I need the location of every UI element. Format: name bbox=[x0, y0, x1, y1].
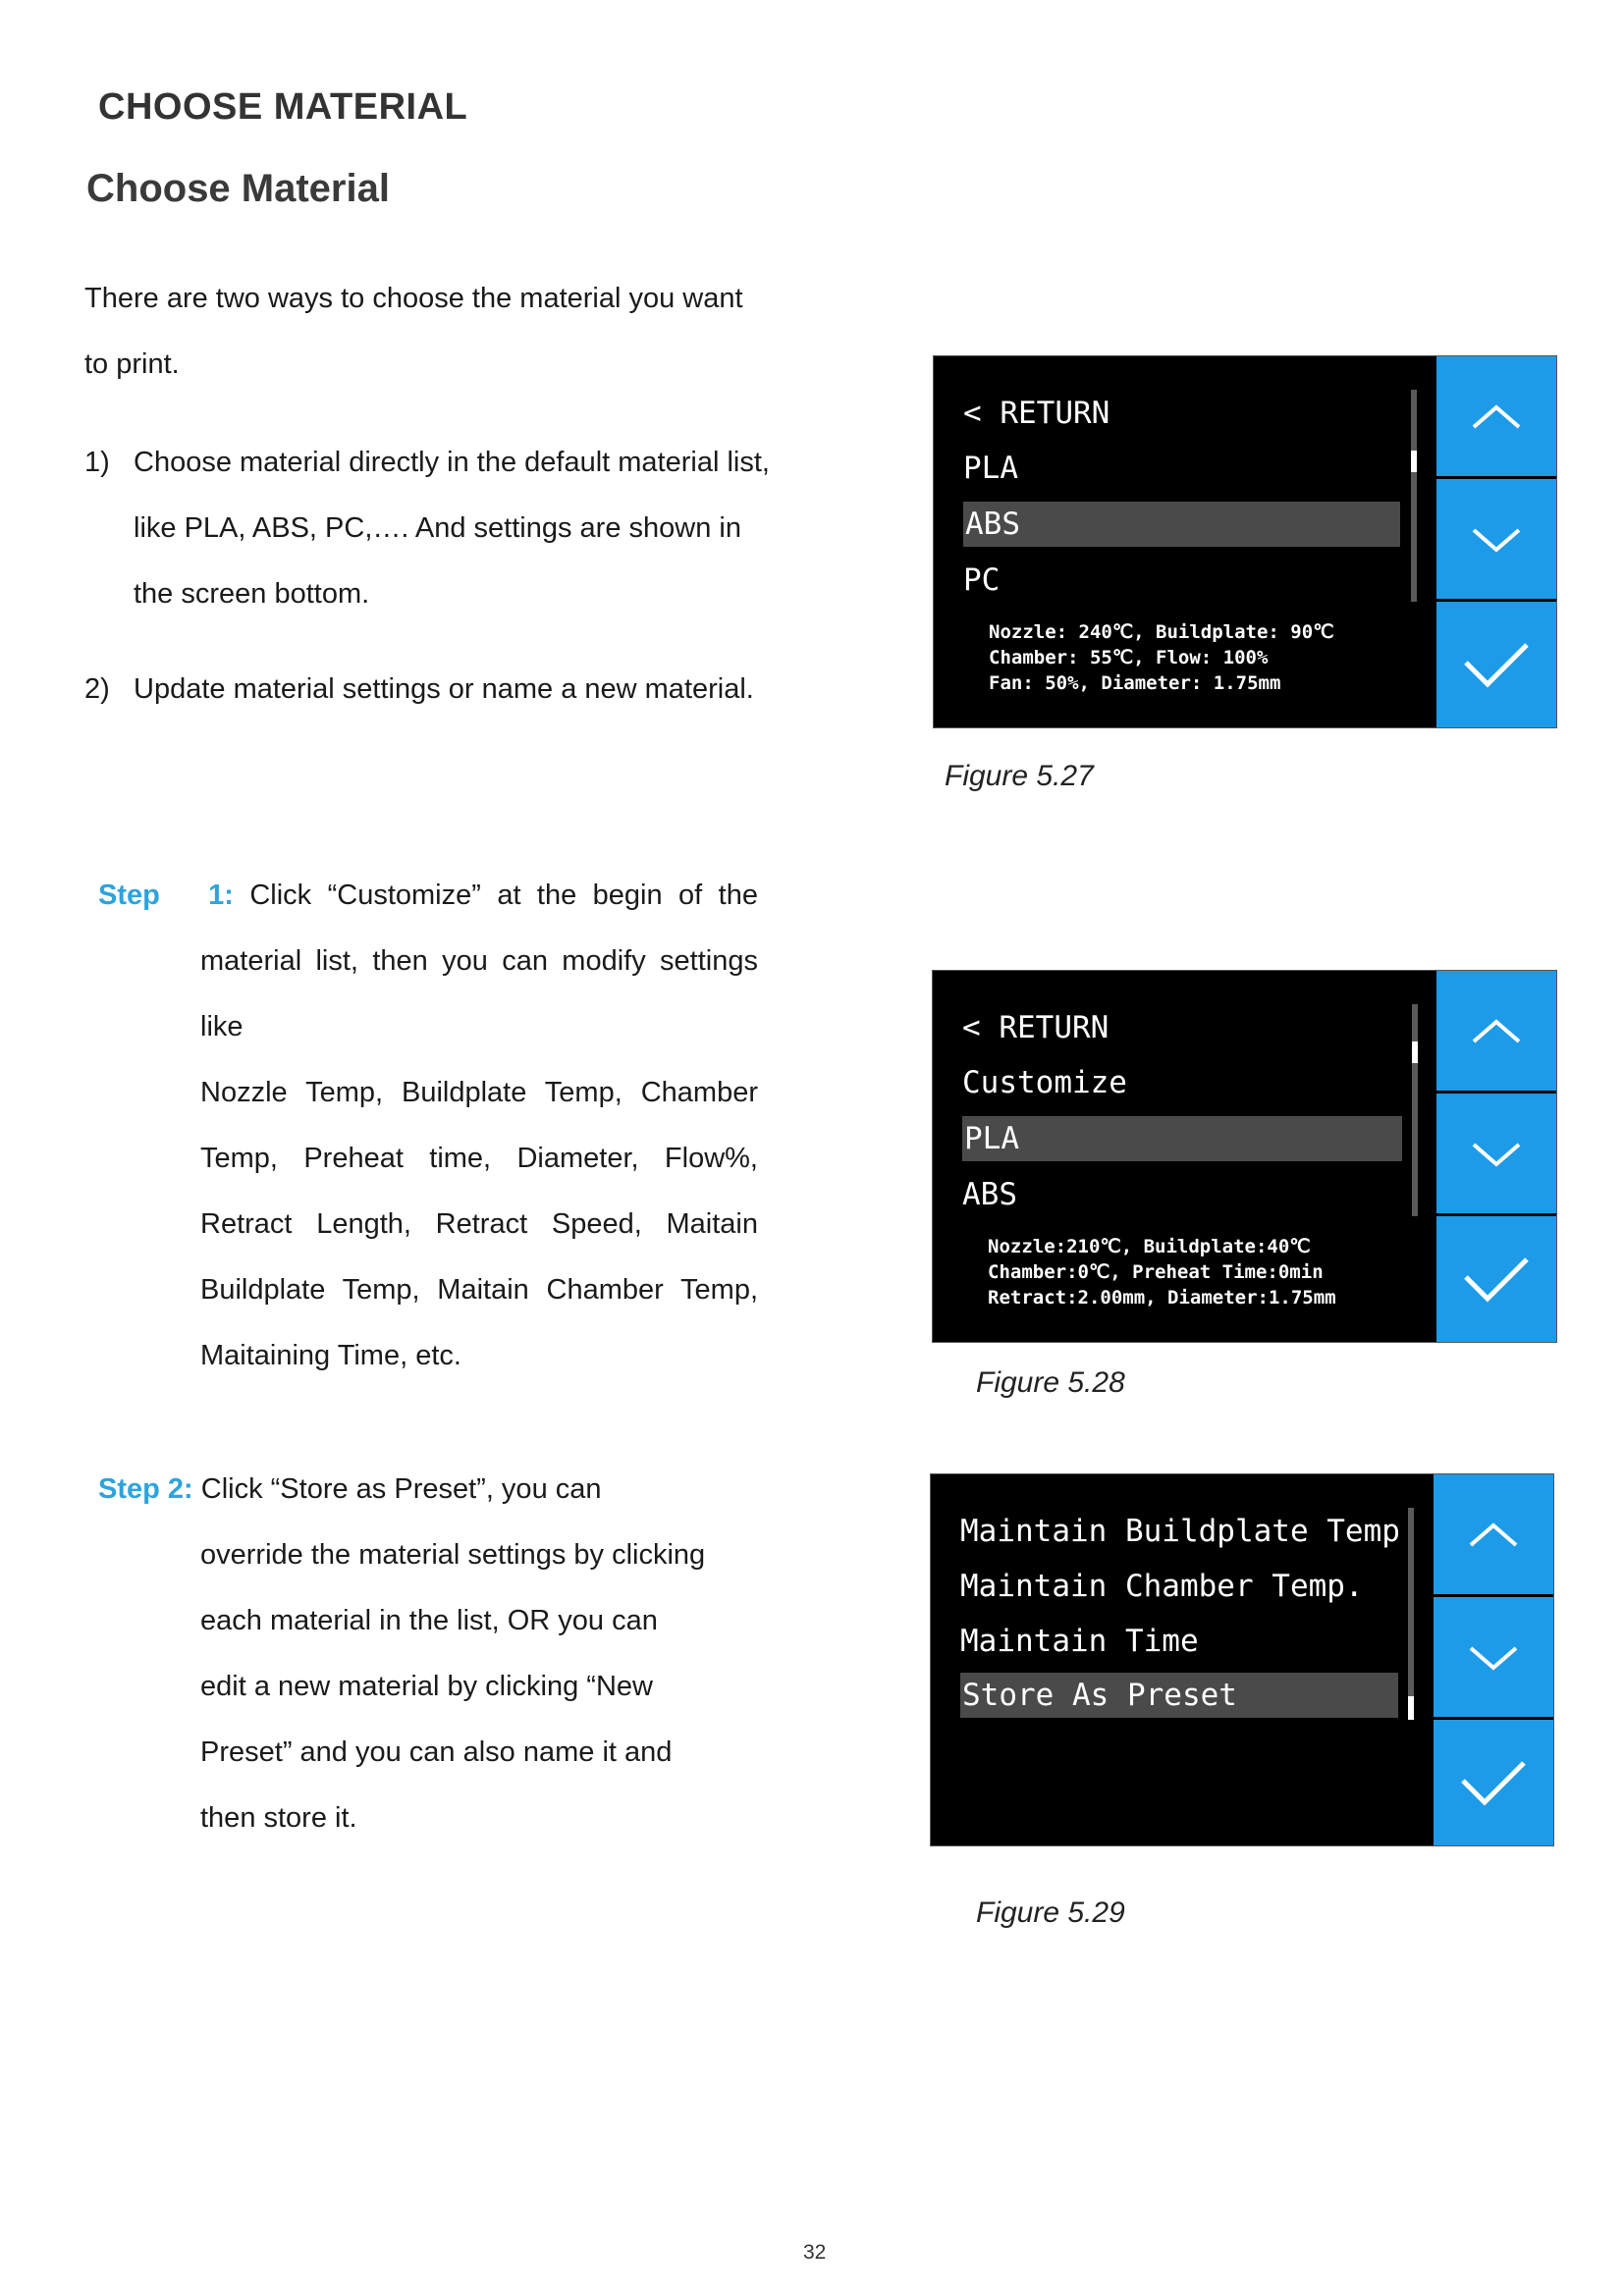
check-icon bbox=[1436, 602, 1556, 727]
scroll-up-button[interactable] bbox=[1436, 356, 1556, 479]
menu-item-customize[interactable]: Customize bbox=[962, 1065, 1127, 1100]
figure-caption: Figure 5.28 bbox=[976, 1366, 1125, 1399]
figure-caption: Figure 5.29 bbox=[976, 1896, 1125, 1929]
confirm-button[interactable] bbox=[1436, 1216, 1556, 1342]
menu-item-maintain-time[interactable]: Maintain Time bbox=[960, 1624, 1199, 1659]
list-item: 2) Update material settings or name a new material. bbox=[84, 673, 754, 705]
step-2-label: Step 2: bbox=[98, 1473, 193, 1505]
printer-screen-store-preset bbox=[930, 1473, 1554, 1846]
step-1-label: Step 1: bbox=[98, 880, 234, 911]
chevron-up-icon bbox=[1436, 356, 1556, 476]
chevron-up-icon bbox=[1436, 971, 1556, 1091]
scroll-up-button[interactable] bbox=[1436, 971, 1556, 1094]
chevron-down-icon bbox=[1436, 479, 1556, 599]
confirm-button[interactable] bbox=[1434, 1720, 1553, 1845]
check-icon bbox=[1436, 1216, 1556, 1342]
scrollbar-thumb[interactable] bbox=[1408, 1696, 1414, 1720]
menu-item-maintain-chamber-temp[interactable]: Maintain Chamber Temp. bbox=[960, 1569, 1364, 1604]
method-list bbox=[84, 430, 772, 722]
menu-item-pc[interactable]: PC bbox=[963, 562, 1001, 598]
menu-item-pla-selected[interactable]: PLA bbox=[962, 1116, 1402, 1161]
printer-screen-material-list bbox=[933, 355, 1557, 728]
material-settings-info: Nozzle: 240℃, Buildplate: 90℃ Chamber: 55℃, Flow: 100% Fan: 50%, Diameter: 1.75mm bbox=[989, 621, 1334, 694]
page-heading: CHOOSE MATERIAL bbox=[98, 86, 468, 128]
printer-screen-customize bbox=[932, 970, 1557, 1343]
list-item: 1) Choose material directly in the default material list, like PLA, ABS, PC,…. And settings are shown in the screen bottom. bbox=[84, 447, 770, 610]
intro-text: There are two ways to choose the material you want to print. bbox=[84, 283, 743, 380]
confirm-button[interactable] bbox=[1436, 602, 1556, 727]
page-number: 32 bbox=[803, 2241, 827, 2264]
step-1: Step 1: Click “Customize” at the begin of the material list, then you can modify settings like Nozzle Temp, Buildplate Temp, Chamber Temp, Preheat time, Diameter, Flow%, Retract Length, Retract Speed, Maitain Buildplate Temp, Maitain Chamber Temp, Maitaining Time, etc. bbox=[98, 880, 758, 1371]
chevron-down-icon bbox=[1436, 1094, 1556, 1213]
menu-item-pla[interactable]: PLA bbox=[963, 451, 1018, 486]
chevron-up-icon bbox=[1434, 1474, 1553, 1594]
menu-item-abs-selected[interactable]: ABS bbox=[963, 502, 1400, 547]
menu-item-store-as-preset-selected[interactable]: Store As Preset bbox=[960, 1673, 1398, 1718]
scroll-down-button[interactable] bbox=[1436, 1094, 1556, 1216]
scrollbar-thumb[interactable] bbox=[1412, 1041, 1418, 1063]
menu-item-maintain-buildplate-temp[interactable]: Maintain Buildplate Temp bbox=[960, 1514, 1400, 1549]
section-title: Choose Material bbox=[86, 167, 390, 210]
scrollbar[interactable] bbox=[1412, 1004, 1418, 1216]
scrollbar[interactable] bbox=[1411, 390, 1417, 602]
scrollbar-thumb[interactable] bbox=[1411, 451, 1417, 472]
menu-item-return[interactable]: < RETURN bbox=[963, 396, 1110, 431]
material-settings-info: Nozzle:210℃, Buildplate:40℃ Chamber:0℃, Preheat Time:0min Retract:2.00mm, Diameter:1.75mm bbox=[988, 1236, 1336, 1308]
menu-item-abs[interactable]: ABS bbox=[962, 1177, 1017, 1212]
step-2: Step 2: Click “Store as Preset”, you can override the material settings by clicking each material in the list, OR you can edit a new material by clicking “New Preset” and you can also name it and then store it. bbox=[98, 1473, 706, 1834]
scrollbar[interactable] bbox=[1408, 1508, 1414, 1720]
scroll-up-button[interactable] bbox=[1434, 1474, 1553, 1597]
menu-item-return[interactable]: < RETURN bbox=[962, 1010, 1110, 1045]
scroll-down-button[interactable] bbox=[1436, 479, 1556, 602]
chevron-down-icon bbox=[1434, 1597, 1553, 1717]
figure-caption: Figure 5.27 bbox=[945, 760, 1094, 792]
check-icon bbox=[1434, 1720, 1553, 1845]
scroll-down-button[interactable] bbox=[1434, 1597, 1553, 1720]
